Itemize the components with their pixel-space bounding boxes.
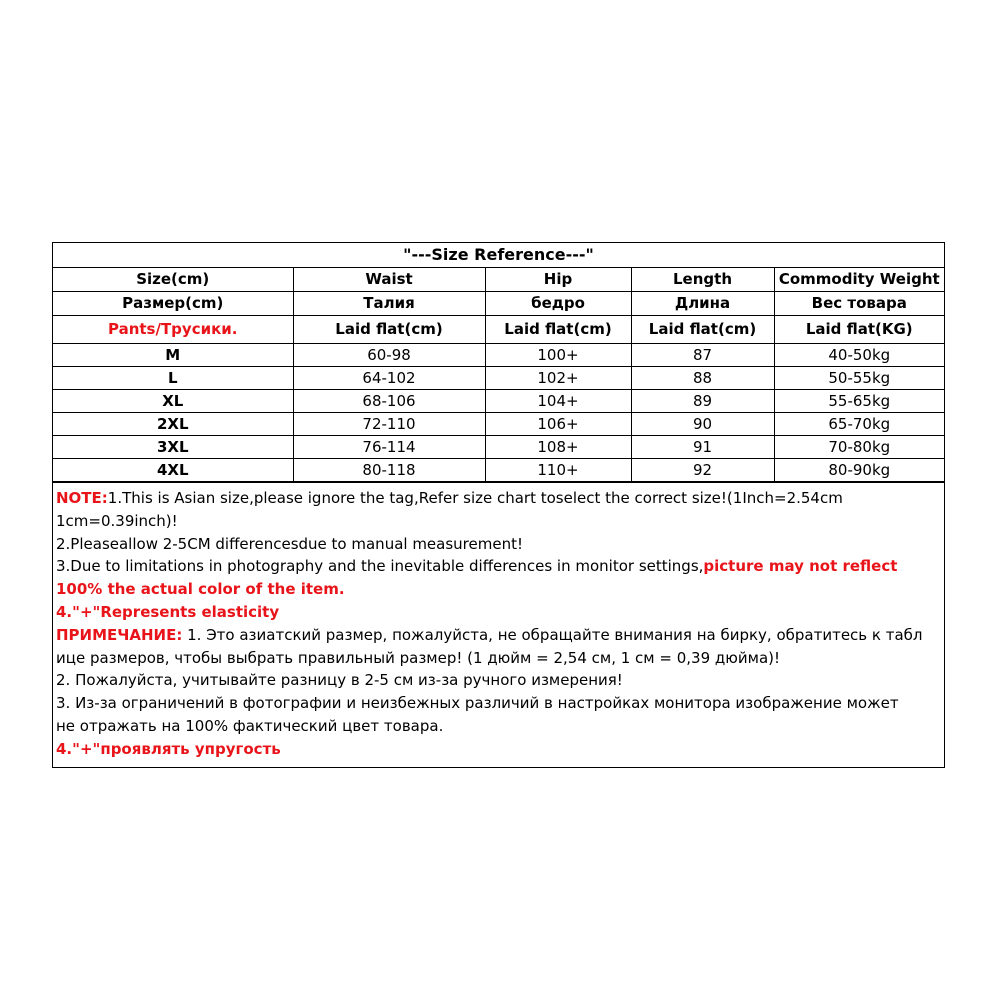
length-cell: 90 [631, 413, 774, 436]
length-cell: 91 [631, 436, 774, 459]
note-line: 1cm=0.39inch)! [56, 511, 178, 530]
note-text: 3.Due to limitations in photography and the inevitable differences in monitor settings, [56, 557, 704, 576]
waist-cell: 60-98 [293, 344, 485, 367]
header-waist-unit: Laid flat(cm) [293, 316, 485, 344]
note-label-ru: ПРИМЕЧАНИЕ: [56, 625, 183, 644]
waist-cell: 72-110 [293, 413, 485, 436]
size-label: M [53, 344, 293, 367]
note-line [56, 487, 938, 510]
weight-cell: 55-65kg [774, 390, 944, 413]
notes-section [53, 482, 944, 767]
header-waist-ru: Талия [293, 292, 485, 316]
hip-cell: 106+ [485, 413, 631, 436]
title-row [53, 243, 944, 268]
note-text: 1. Это азиатский размер, пожалуйста, не обращайте внимания на бирку, обратитесь к табл [182, 625, 923, 644]
size-label: 2XL [53, 413, 293, 436]
note-warning: 100% the actual color of the item. [56, 580, 345, 599]
weight-cell: 65-70kg [774, 413, 944, 436]
note-line [56, 555, 938, 578]
note-warning: picture may not reflect [703, 557, 898, 576]
length-cell: 92 [631, 459, 774, 482]
note-elasticity-ru: 4."+"проявлять упругость [56, 739, 281, 758]
size-label: XL [53, 390, 293, 413]
table-row [53, 390, 944, 413]
header-length-unit: Laid flat(cm) [631, 316, 774, 344]
note-line: 3. Из-за ограничений в фотографии и неизбежных различий в настройках монитора изображение может [56, 694, 899, 713]
waist-cell: 68-106 [293, 390, 485, 413]
note-line [56, 624, 938, 647]
header-row-en [53, 268, 944, 292]
size-table [53, 243, 944, 482]
table-row [53, 367, 944, 390]
table-row [53, 459, 944, 482]
length-cell: 88 [631, 367, 774, 390]
header-size-ru: Размер(cm) [53, 292, 293, 316]
length-cell: 89 [631, 390, 774, 413]
header-waist: Waist [293, 268, 485, 292]
header-weight: Commodity Weight [774, 268, 944, 292]
hip-cell: 104+ [485, 390, 631, 413]
header-row-sub [53, 316, 944, 344]
chart-title: "---Size Reference---" [53, 243, 944, 268]
length-cell: 87 [631, 344, 774, 367]
note-text: 1.This is Asian size,please ignore the tag,Refer size chart toselect the correct size!(1Inch=2.54cm [107, 489, 843, 507]
note-line: 2.Pleaseallow 2-5CM differencesdue to manual measurement! [56, 534, 523, 553]
note-line: 2. Пожалуйста, учитывайте разницу в 2-5 см из-за ручного измерения! [56, 671, 623, 690]
table-row [53, 436, 944, 459]
header-hip-ru: бедро [485, 292, 631, 316]
header-length-ru: Длина [631, 292, 774, 316]
header-hip: Hip [485, 268, 631, 292]
table-row [53, 413, 944, 436]
hip-cell: 100+ [485, 344, 631, 367]
table-row [53, 344, 944, 367]
hip-cell: 102+ [485, 367, 631, 390]
header-hip-unit: Laid flat(cm) [485, 316, 631, 344]
size-chart [52, 242, 945, 768]
waist-cell: 64-102 [293, 367, 485, 390]
waist-cell: 80-118 [293, 459, 485, 482]
header-row-ru [53, 292, 944, 316]
weight-cell: 40-50kg [774, 344, 944, 367]
size-label: 3XL [53, 436, 293, 459]
product-type-label: Pants/Трусики. [53, 316, 293, 344]
size-label: 4XL [53, 459, 293, 482]
hip-cell: 108+ [485, 436, 631, 459]
size-label: L [53, 367, 293, 390]
header-weight-unit: Laid flat(KG) [774, 316, 944, 344]
weight-cell: 80-90kg [774, 459, 944, 482]
note-line: ице размеров, чтобы выбрать правильный размер! (1 дюйм = 2,54 см, 1 см = 0,39 дюйма)! [56, 648, 780, 667]
note-line: не отражать на 100% фактический цвет товара. [56, 716, 444, 735]
waist-cell: 76-114 [293, 436, 485, 459]
note-label: NOTE: [56, 489, 108, 507]
header-weight-ru: Вес товара [774, 292, 944, 316]
note-elasticity: 4."+"Represents elasticity [56, 602, 280, 621]
weight-cell: 50-55kg [774, 367, 944, 390]
weight-cell: 70-80kg [774, 436, 944, 459]
hip-cell: 110+ [485, 459, 631, 482]
header-length: Length [631, 268, 774, 292]
header-size: Size(cm) [53, 268, 293, 292]
